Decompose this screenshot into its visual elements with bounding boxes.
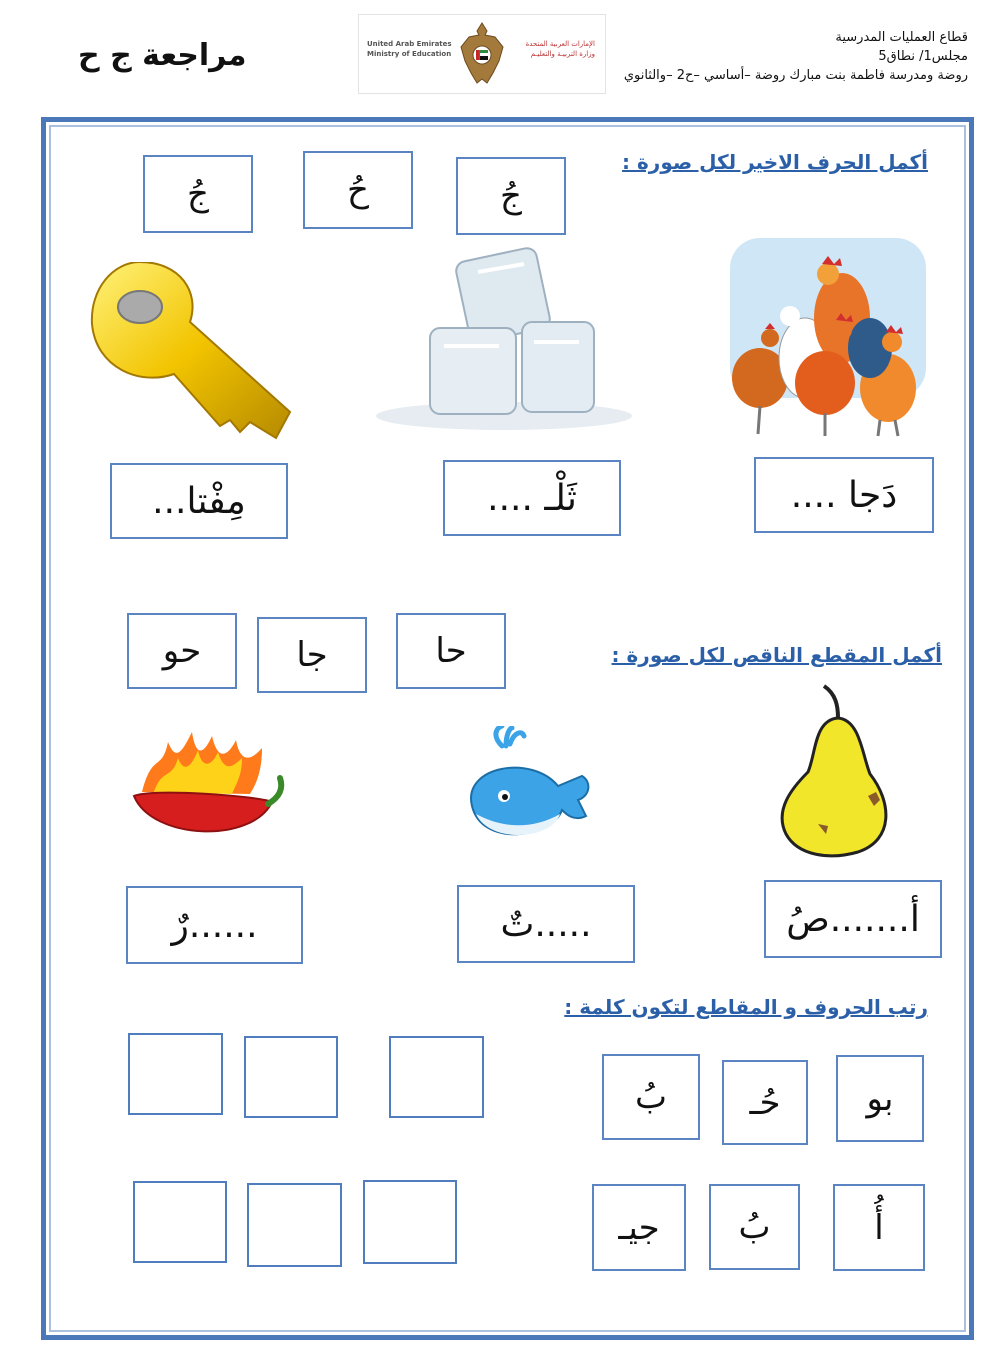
answer-box[interactable]	[389, 1036, 484, 1118]
arrange-card[interactable]: بو	[836, 1055, 924, 1142]
header-line-3: روضة ومدرسة فاطمة بنت مبارك روضة –أساسي –ح2 –والثانوي	[623, 68, 968, 83]
page-title: مراجعة ج ح	[78, 38, 247, 73]
header-line-2: مجلس1/ نطاق5	[878, 49, 968, 64]
answer-box[interactable]	[363, 1180, 457, 1264]
word-blank[interactable]: أ.......صُ	[764, 880, 942, 958]
whale-image	[462, 726, 596, 854]
syllable-card[interactable]: حا	[396, 613, 506, 689]
answer-box[interactable]	[247, 1183, 342, 1267]
answer-box[interactable]	[133, 1181, 227, 1263]
letter-card[interactable]: حُ	[303, 151, 413, 229]
section3-instruction: رتب الحروف و المقاطع لتكون كلمة :	[564, 995, 928, 1019]
header-info	[624, 28, 968, 85]
word-blank[interactable]: .....تٌ	[457, 885, 635, 963]
logo-english: United Arab Emirates Ministry of Education	[367, 40, 452, 58]
falcon-emblem-icon	[459, 21, 505, 87]
hot-pepper-image	[132, 732, 290, 842]
ice-cubes-image	[374, 246, 636, 432]
logo-arabic: الإمارات العربية المتحدة وزارة التربيـة والتعليـم	[525, 40, 595, 58]
header-line-1: قطاع العمليات المدرسية	[835, 30, 968, 45]
word-blank[interactable]: مِفْتا...	[110, 463, 288, 539]
arrange-card[interactable]: بُ	[709, 1184, 800, 1270]
pear-image	[778, 684, 896, 858]
section2-instruction: أكمل المقطع الناقص لكل صورة :	[611, 643, 942, 667]
word-blank[interactable]: ثَلْـ ....	[443, 460, 621, 536]
arrange-card[interactable]: بُ	[602, 1054, 700, 1140]
letter-card[interactable]: جُ	[456, 157, 566, 235]
word-blank[interactable]: دَجا ....	[754, 457, 934, 533]
arrange-card[interactable]: حُـ	[722, 1060, 808, 1145]
ministry-logo	[358, 14, 606, 94]
answer-box[interactable]	[244, 1036, 338, 1118]
word-blank[interactable]: ......رٌ	[126, 886, 303, 964]
syllable-card[interactable]: حو	[127, 613, 237, 689]
letter-card[interactable]: جُ	[143, 155, 253, 233]
section1-instruction: أكمل الحرف الاخير لكل صورة :	[622, 150, 928, 174]
roosters-image	[730, 238, 926, 438]
arrange-card[interactable]: جيـ	[592, 1184, 686, 1271]
syllable-card[interactable]: جا	[257, 617, 367, 693]
key-image	[90, 262, 304, 444]
arrange-card[interactable]: أُ	[833, 1184, 925, 1271]
answer-box[interactable]	[128, 1033, 223, 1115]
